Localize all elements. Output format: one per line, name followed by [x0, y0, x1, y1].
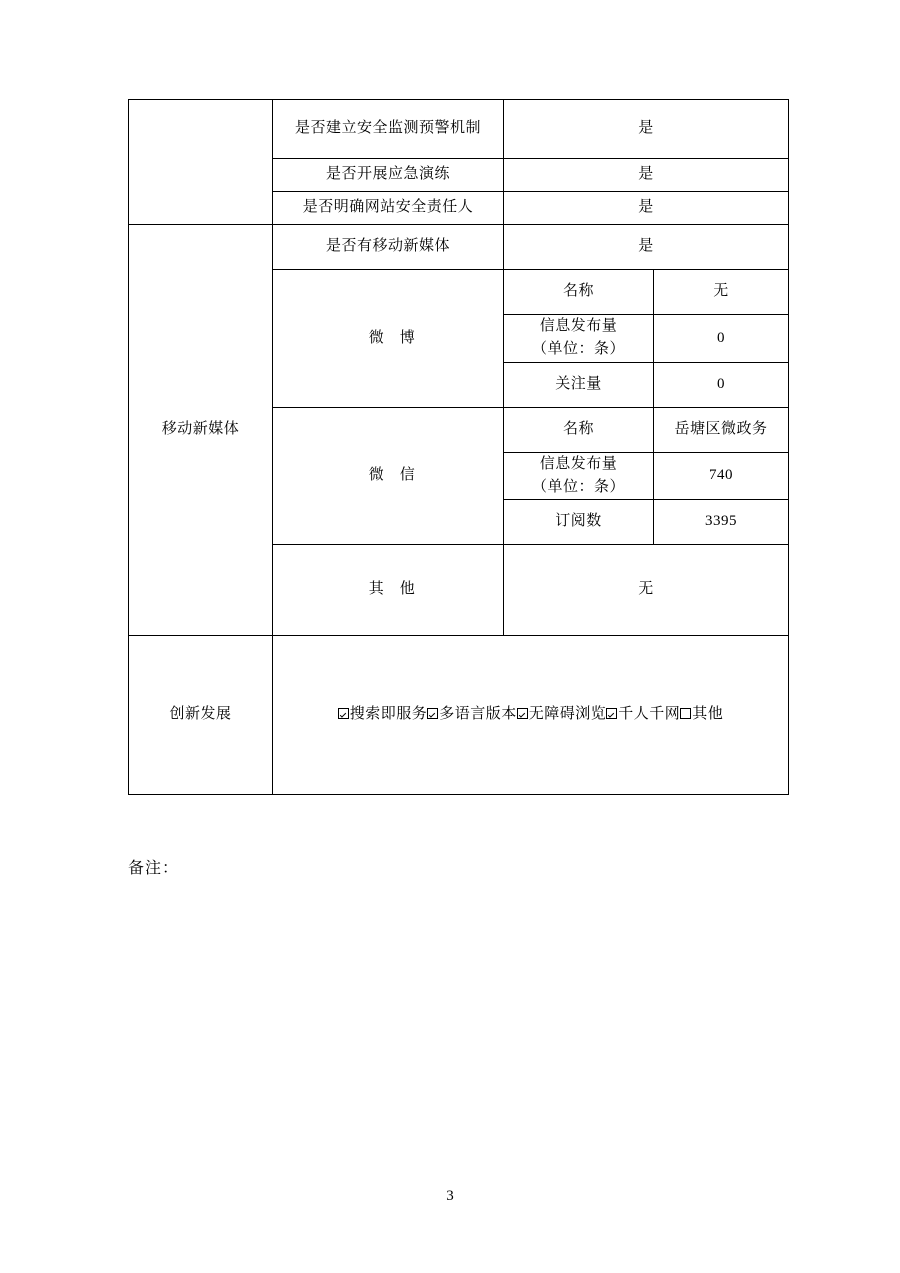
checkbox-icon[interactable]	[427, 708, 438, 719]
label-safety-monitoring: 是否建立安全监测预警机制	[273, 100, 504, 159]
value-weibo-name: 无	[654, 270, 789, 315]
checkbox-item-personalized[interactable]	[606, 703, 680, 726]
label-other-media: 其 他	[273, 545, 504, 636]
innovation-checkbox-row	[273, 703, 788, 726]
checkbox-label: 多语言版本	[439, 706, 517, 723]
value-safety-monitoring: 是	[504, 100, 789, 159]
table-row	[129, 636, 789, 795]
checkbox-icon[interactable]	[680, 708, 691, 719]
label-weibo-name: 名称	[504, 270, 654, 315]
label-weibo: 微 博	[273, 270, 504, 408]
label-weibo-publish-count-line2: （单位：条）	[531, 341, 625, 358]
label-security-owner: 是否明确网站安全责任人	[273, 192, 504, 225]
label-has-mobile-media: 是否有移动新媒体	[273, 225, 504, 270]
page-number: 3	[446, 1188, 454, 1204]
label-weixin-name: 名称	[504, 407, 654, 452]
label-emergency-drill: 是否开展应急演练	[273, 159, 504, 192]
remark-label: 备注：	[128, 860, 180, 877]
section-header-innovation: 创新发展	[129, 636, 273, 795]
value-weibo-followers: 0	[654, 362, 789, 407]
value-weixin-name: 岳塘区微政务	[654, 407, 789, 452]
label-weixin-publish-count-line2: （单位：条）	[531, 478, 625, 495]
checkbox-item-search-as-service[interactable]	[338, 703, 428, 726]
table-row	[129, 100, 789, 159]
value-security-owner: 是	[504, 192, 789, 225]
label-weibo-publish-count-line1: 信息发布量	[539, 318, 618, 334]
section-header-mobile-media: 移动新媒体	[129, 225, 273, 636]
value-weixin-publish-count: 740	[654, 452, 789, 500]
checkbox-icon[interactable]	[606, 708, 617, 719]
row-group-blank-cell	[129, 100, 273, 225]
value-weixin-subscribers: 3395	[654, 500, 789, 545]
label-weixin-publish-count-line1: 信息发布量	[539, 455, 618, 472]
label-weixin: 微 信	[273, 407, 504, 545]
value-weibo-publish-count: 0	[654, 315, 789, 363]
checkbox-icon[interactable]	[338, 708, 349, 719]
label-weibo-publish-count	[504, 315, 654, 363]
checkbox-label: 千人千网	[618, 706, 681, 723]
checkbox-label: 其他	[692, 706, 724, 723]
checkbox-label: 搜索即服务	[349, 706, 428, 723]
table-row	[129, 225, 789, 270]
value-emergency-drill: 是	[504, 159, 789, 192]
label-weixin-publish-count	[504, 452, 654, 500]
checkbox-label: 无障碍浏览	[528, 706, 607, 723]
checkbox-item-other[interactable]	[680, 703, 723, 726]
checkbox-item-accessibility[interactable]	[517, 703, 607, 726]
checkbox-item-multilanguage[interactable]	[427, 703, 517, 726]
checkbox-icon[interactable]	[517, 708, 528, 719]
label-weibo-followers: 关注量	[504, 362, 654, 407]
innovation-options-cell	[273, 636, 789, 795]
label-weixin-subscribers: 订阅数	[504, 500, 654, 545]
value-other-media: 无	[504, 545, 789, 636]
value-has-mobile-media: 是	[504, 225, 789, 270]
report-table	[128, 99, 789, 795]
